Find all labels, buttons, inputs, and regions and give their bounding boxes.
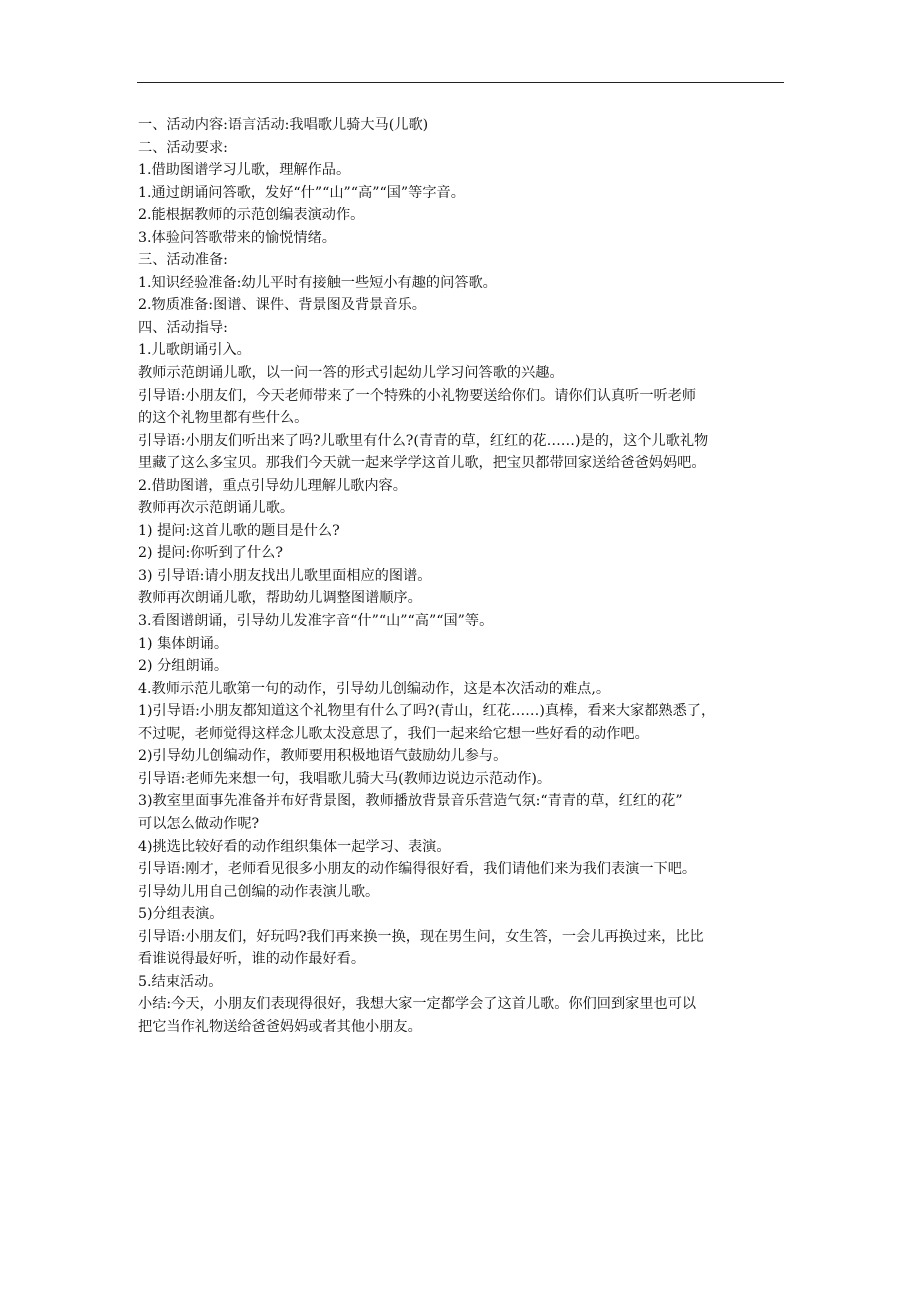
text-line: 5)分组表演。 bbox=[138, 906, 224, 923]
text-line: 教师再次朗诵儿歌，帮助幼儿调整图谱顺序。 bbox=[138, 590, 422, 607]
text-line: 教师再次示范朗诵儿歌。 bbox=[138, 500, 295, 517]
text-line: 四、活动指导: bbox=[138, 319, 228, 336]
text-line: 1.儿歌朗诵引入。 bbox=[138, 342, 251, 359]
text-line: 2)引导幼儿创编动作，教师要用积极地语气鼓励幼儿参与。 bbox=[138, 748, 508, 765]
text-line: 2.借助图谱，重点引导幼儿理解儿歌内容。 bbox=[138, 477, 407, 494]
text-line: 1)引导语:小朋友都知道这个礼物里有什么了吗?(青山，红花……)真棒，看来大家都熟悉了， bbox=[138, 703, 716, 720]
text-line: 引导语:小朋友们，今天老师带来了一个特殊的小礼物要送给你们。请你们认真听一听老师 bbox=[138, 387, 697, 404]
text-line: 4)挑选比较好看的动作组织集体一起学习、表演。 bbox=[138, 838, 451, 855]
text-line: 里藏了这么多宝贝。那我们今天就一起来学学这首儿歌，把宝贝都带回家送给爸爸妈妈吧。 bbox=[138, 455, 706, 472]
document-body bbox=[138, 114, 788, 1038]
text-line: 引导幼儿用自己创编的动作表演儿歌。 bbox=[138, 883, 380, 900]
text-line: 的这个礼物里都有些什么。 bbox=[138, 410, 309, 427]
text-line: 教师示范朗诵儿歌，以一问一答的形式引起幼儿学习问答歌的兴趣。 bbox=[138, 365, 564, 382]
text-line: 把它当作礼物送给爸爸妈妈或者其他小朋友。 bbox=[138, 1018, 422, 1035]
text-line: 3) 引导语:请小朋友找出儿歌里面相应的图谱。 bbox=[138, 567, 432, 584]
text-line: 3.体验问答歌带来的愉悦情绪。 bbox=[138, 229, 336, 246]
text-line: 2) 提问:你听到了什么? bbox=[138, 545, 283, 562]
text-line: 小结:今天，小朋友们表现得很好，我想大家一定都学会了这首儿歌。你们回到家里也可以 bbox=[138, 996, 697, 1013]
text-line: 5.结束活动。 bbox=[138, 973, 223, 990]
text-line: 三、活动准备: bbox=[138, 252, 228, 269]
text-line: 1.知识经验准备:幼儿平时有接触一些短小有趣的问答歌。 bbox=[138, 274, 497, 291]
text-line: 引导语:小朋友们，好玩吗?我们再来换一换，现在男生问，女生答，一会儿再换过来，比比 bbox=[138, 928, 704, 945]
text-line: 3)教室里面事先准备并布好背景图，教师播放背景音乐营造气氛:“青青的草，红红的花” bbox=[138, 793, 683, 810]
text-line: 不过呢，老师觉得这样念儿歌太没意思了，我们一起来给它想一些好看的动作吧。 bbox=[138, 725, 649, 742]
text-line: 2) 分组朗诵。 bbox=[138, 658, 229, 675]
text-line: 1) 提问:这首儿歌的题目是什么? bbox=[138, 522, 340, 539]
text-line: 2.能根据教师的示范创编表演动作。 bbox=[138, 207, 365, 224]
text-line: 1.借助图谱学习儿歌，理解作品。 bbox=[138, 162, 351, 179]
text-line: 1) 集体朗诵。 bbox=[138, 635, 229, 652]
text-line: 看谁说得最好听，谁的动作最好看。 bbox=[138, 951, 366, 968]
header-divider bbox=[137, 82, 784, 83]
text-line: 一、活动内容:语言活动:我唱歌儿骑大马(儿歌) bbox=[138, 117, 429, 133]
text-line: 2.物质准备:图谱、课件、背景图及背景音乐。 bbox=[138, 297, 426, 314]
text-line: 引导语:老师先来想一句，我唱歌儿骑大马(教师边说边示范动作)。 bbox=[138, 770, 552, 787]
text-line: 引导语:小朋友们听出来了吗?儿歌里有什么?(青青的草，红红的花……)是的，这个儿歌礼物 bbox=[138, 432, 709, 449]
text-line: 4.教师示范儿歌第一句的动作，引导幼儿创编动作，这是本次活动的难点,。 bbox=[138, 680, 611, 697]
text-line: 1.通过朗诵问答歌，发好“什”“山”“高”“国”等字音。 bbox=[138, 184, 465, 201]
text-line: 引导语:刚才，老师看见很多小朋友的动作编得很好看，我们请他们来为我们表演一下吧。 bbox=[138, 861, 697, 878]
text-line: 可以怎么做动作呢? bbox=[138, 815, 260, 832]
text-line: 3.看图谱朗诵，引导幼儿发准字音“什”“山”“高”“国”等。 bbox=[138, 613, 494, 630]
text-line: 二、活动要求: bbox=[138, 139, 228, 156]
